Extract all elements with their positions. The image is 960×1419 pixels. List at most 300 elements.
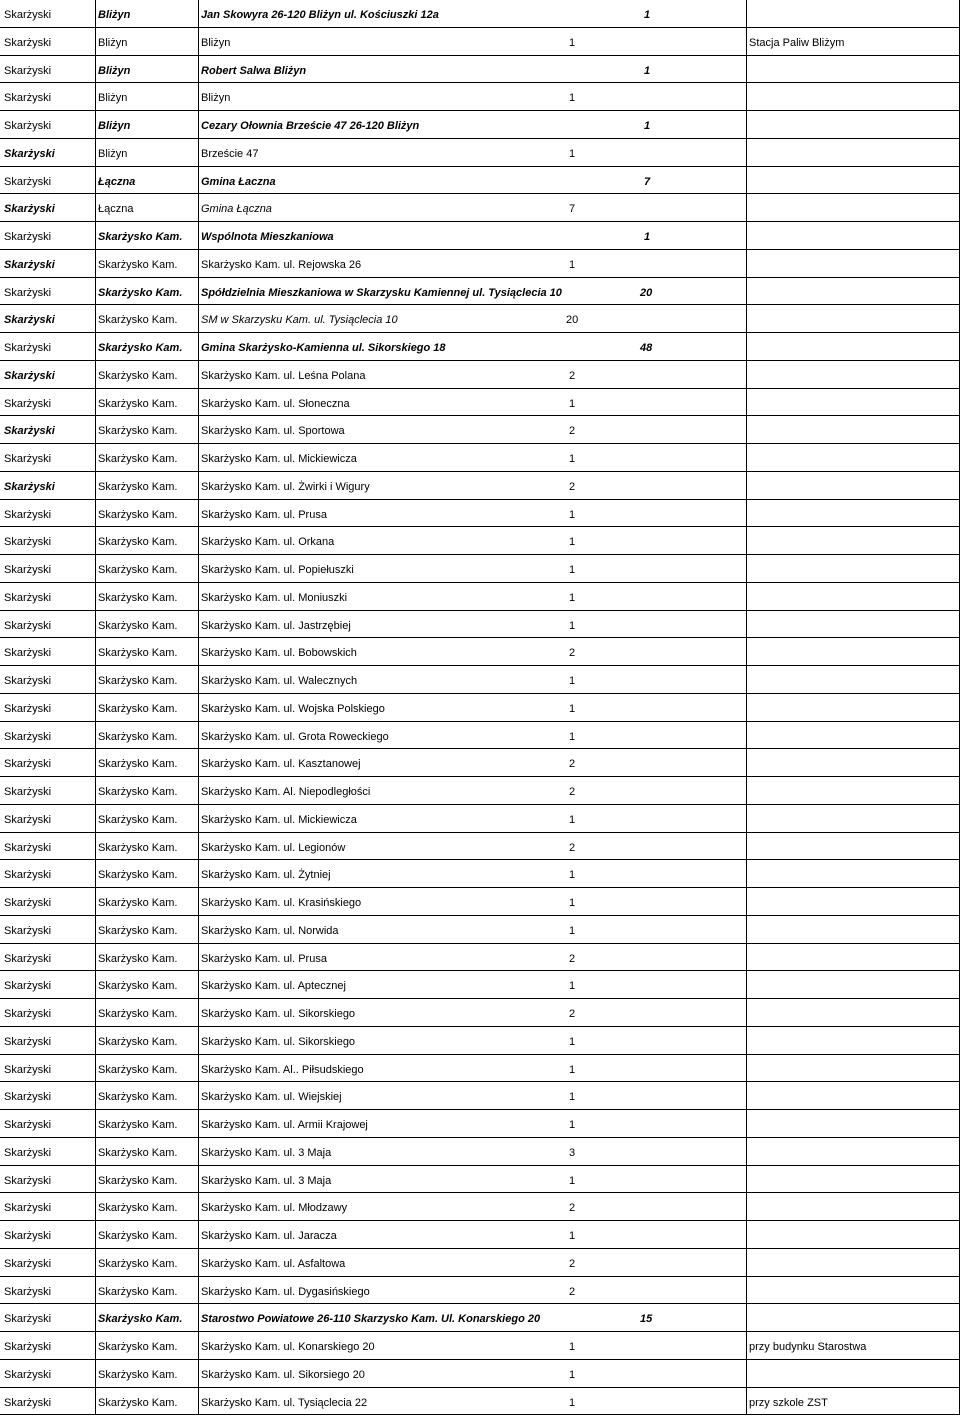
column-divider: [198, 416, 199, 443]
column-divider: [95, 777, 96, 804]
column-divider: [198, 1027, 199, 1054]
column-divider: [746, 694, 747, 721]
column-divider: [198, 722, 199, 749]
gmina-cell: Skarżysko Kam.: [98, 924, 178, 937]
column-divider: [198, 916, 199, 943]
column-divider: [95, 333, 96, 360]
gmina-cell: Skarżysko Kam.: [98, 869, 178, 882]
table-row: [0, 1166, 960, 1194]
gmina-cell: Skarżysko Kam.: [98, 258, 178, 271]
location-cell: Skarżysko Kam. ul. Norwida: [201, 924, 339, 937]
table-row: [0, 1110, 960, 1138]
location-cell: Skarżysko Kam. ul. Legionów: [201, 841, 346, 854]
location-cell: Skarżysko Kam. ul. Grota Roweckiego: [201, 730, 389, 743]
table-row: [0, 444, 960, 472]
column-divider: [95, 500, 96, 527]
gmina-cell: Skarżysko Kam.: [98, 647, 178, 660]
powiat-cell: Skarżyski: [4, 147, 55, 160]
powiat-cell: Skarżyski: [4, 647, 52, 660]
quantity-cell: 1: [569, 730, 576, 743]
column-divider: [746, 250, 747, 277]
column-divider: [198, 1166, 199, 1193]
gmina-cell: Skarżysko Kam.: [98, 425, 178, 438]
table-row: [0, 1360, 960, 1388]
column-divider: [746, 1055, 747, 1082]
location-cell: Skarżysko Kam. ul. Żwirki i Wigury: [201, 480, 370, 493]
gmina-cell: Łączna: [98, 203, 134, 216]
column-divider: [95, 416, 96, 443]
table-row: [0, 1388, 960, 1416]
table-row: [0, 1193, 960, 1221]
column-divider: [746, 167, 747, 194]
gmina-cell: Skarżysko Kam.: [98, 730, 178, 743]
column-divider: [198, 833, 199, 860]
column-divider: [95, 722, 96, 749]
column-divider: [95, 527, 96, 554]
column-divider: [198, 1388, 199, 1415]
location-cell: Skarżysko Kam. ul. Popiełuszki: [201, 564, 354, 576]
quantity-cell: 1: [569, 397, 576, 410]
gmina-cell: Skarżysko Kam.: [98, 1257, 178, 1270]
column-divider: [746, 722, 747, 749]
powiat-cell: Skarżyski: [4, 536, 52, 549]
quantity-cell: 1: [569, 508, 576, 521]
location-cell: Brzeście 47: [201, 147, 259, 160]
powiat-cell: Skarżyski: [4, 841, 52, 854]
column-divider: [198, 583, 199, 610]
column-divider: [95, 1277, 96, 1304]
table-row: [0, 500, 960, 528]
table-row: [0, 1027, 960, 1055]
gmina-cell: Skarżysko Kam.: [98, 1396, 178, 1409]
table-row: [0, 1055, 960, 1083]
quantity-cell: 2: [569, 1285, 576, 1298]
gmina-cell: Skarżysko Kam.: [98, 1146, 178, 1159]
quantity-cell: 7: [644, 175, 651, 188]
table-row: [0, 1138, 960, 1166]
column-divider: [746, 555, 747, 582]
column-divider: [198, 999, 199, 1026]
powiat-cell: Skarżyski: [4, 1063, 52, 1076]
location-cell: Skarżysko Kam. ul. Mickiewicza: [201, 453, 357, 465]
table-row: [0, 583, 960, 611]
powiat-cell: Skarżyski: [4, 1396, 52, 1409]
powiat-cell: Skarżyski: [4, 480, 55, 493]
location-cell: Skarżysko Kam. ul. Młodzawy: [201, 1202, 348, 1215]
column-divider: [198, 1138, 199, 1165]
powiat-cell: Skarżyski: [4, 1035, 52, 1048]
column-divider: [95, 444, 96, 471]
location-cell: Skarżysko Kam. ul. Aptecznej: [201, 980, 346, 993]
column-divider: [198, 111, 199, 138]
column-divider: [746, 416, 747, 443]
powiat-cell: Skarżyski: [4, 1230, 52, 1242]
column-divider: [95, 1082, 96, 1109]
column-divider: [198, 1277, 199, 1304]
column-divider: [95, 389, 96, 416]
column-divider: [746, 1249, 747, 1276]
column-divider: [198, 1110, 199, 1137]
notes-cell: przy szkole ZST: [749, 1396, 828, 1409]
location-cell: Skarżysko Kam. ul. Jaracza: [201, 1230, 337, 1242]
quantity-cell: 1: [569, 1396, 576, 1409]
column-divider: [746, 1360, 747, 1387]
table-row: [0, 888, 960, 916]
location-cell: Skarżysko Kam. ul. Tysiąclecia 22: [201, 1396, 368, 1409]
powiat-cell: Skarżyski: [4, 36, 52, 49]
table-row: [0, 1304, 960, 1332]
quantity-cell: 1: [569, 147, 576, 160]
column-divider: [95, 56, 96, 83]
gmina-cell: Bliżyn: [98, 92, 128, 105]
quantity-cell: 1: [569, 258, 576, 271]
powiat-cell: Skarżyski: [4, 92, 52, 105]
location-cell: Gmina Łaczna: [201, 175, 276, 188]
column-divider: [746, 666, 747, 693]
column-divider: [198, 28, 199, 55]
location-cell: Skarżysko Kam. ul. Sikorsiego 20: [201, 1368, 365, 1381]
column-divider: [746, 860, 747, 887]
location-cell: Skarżysko Kam. Al.. Piłsudskiego: [201, 1063, 364, 1076]
column-divider: [198, 1055, 199, 1082]
quantity-cell: 1: [569, 924, 576, 937]
powiat-cell: Skarżyski: [4, 120, 52, 132]
quantity-cell: 1: [569, 897, 576, 909]
table-row: [0, 1221, 960, 1249]
column-divider: [95, 749, 96, 776]
column-divider: [95, 694, 96, 721]
column-divider: [746, 527, 747, 554]
gmina-cell: Skarżysko Kam.: [98, 758, 178, 771]
quantity-cell: 2: [569, 786, 576, 798]
location-cell: Cezary Ołownia Brzeście 47 26-120 Bliżyn: [201, 120, 420, 132]
powiat-cell: Skarżyski: [4, 591, 52, 604]
gmina-cell: Skarżysko Kam.: [98, 564, 178, 576]
column-divider: [746, 500, 747, 527]
gmina-cell: Bliżyn: [98, 120, 131, 132]
powiat-cell: Skarżyski: [4, 786, 52, 798]
column-divider: [198, 860, 199, 887]
table-row: [0, 83, 960, 111]
gmina-cell: Skarżysko Kam.: [98, 1091, 178, 1104]
column-divider: [198, 1193, 199, 1220]
quantity-cell: 1: [569, 813, 576, 826]
column-divider: [746, 1277, 747, 1304]
powiat-cell: Skarżyski: [4, 758, 52, 771]
location-cell: Skarżysko Kam. ul. Sportowa: [201, 425, 345, 438]
table-row: [0, 361, 960, 389]
column-divider: [198, 83, 199, 110]
notes-cell: przy budynku Starostwa: [749, 1341, 867, 1353]
column-divider: [746, 971, 747, 998]
column-divider: [95, 1193, 96, 1220]
location-cell: Skarżysko Kam. ul. Wiejskiej: [201, 1091, 342, 1104]
quantity-cell: 1: [569, 453, 576, 465]
location-cell: Skarżysko Kam. ul. Orkana: [201, 536, 335, 549]
powiat-cell: Skarżyski: [4, 897, 52, 909]
column-divider: [746, 278, 747, 305]
column-divider: [198, 389, 199, 416]
powiat-cell: Skarżyski: [4, 425, 55, 438]
table-row: [0, 555, 960, 583]
table-row: [0, 1249, 960, 1277]
location-cell: Skarżysko Kam. ul. Jastrzębiej: [201, 619, 351, 632]
quantity-cell: 1: [569, 564, 576, 576]
column-divider: [746, 1027, 747, 1054]
column-divider: [95, 278, 96, 305]
quantity-cell: 20: [566, 314, 579, 327]
quantity-cell: 1: [569, 1230, 576, 1242]
powiat-cell: Skarżyski: [4, 314, 55, 327]
location-cell: Skarżysko Kam. ul. 3 Maja: [201, 1146, 332, 1159]
table-row: [0, 971, 960, 999]
quantity-cell: 1: [569, 869, 576, 882]
gmina-cell: Skarżysko Kam.: [98, 536, 178, 549]
column-divider: [95, 305, 96, 332]
quantity-cell: 1: [569, 591, 576, 604]
gmina-cell: Skarżysko Kam.: [98, 397, 178, 410]
column-divider: [198, 139, 199, 166]
location-cell: Gmina Łączna: [201, 203, 272, 216]
column-divider: [746, 194, 747, 221]
quantity-cell: 1: [569, 92, 576, 105]
gmina-cell: Skarżysko Kam.: [98, 1202, 178, 1215]
location-cell: SM w Skarzysku Kam. ul. Tysiąclecia 10: [201, 314, 398, 327]
column-divider: [746, 222, 747, 249]
column-divider: [746, 611, 747, 638]
column-divider: [95, 1166, 96, 1193]
column-divider: [198, 888, 199, 915]
column-divider: [198, 611, 199, 638]
powiat-cell: Skarżyski: [4, 1368, 52, 1381]
column-divider: [198, 333, 199, 360]
gmina-cell: Bliżyn: [98, 9, 131, 21]
location-cell: Skarżysko Kam. ul. Krasińskiego: [201, 897, 362, 909]
column-divider: [746, 1110, 747, 1137]
column-divider: [746, 305, 747, 332]
column-divider: [95, 1388, 96, 1415]
gmina-cell: Skarżysko Kam.: [98, 980, 178, 993]
column-divider: [95, 1138, 96, 1165]
column-divider: [746, 56, 747, 83]
table-row: [0, 333, 960, 361]
column-divider: [746, 139, 747, 166]
powiat-cell: Skarżyski: [4, 286, 52, 299]
column-divider: [95, 250, 96, 277]
column-divider: [95, 28, 96, 55]
location-cell: Skarżysko Kam. ul. Rejowska 26: [201, 258, 362, 271]
table-row: [0, 722, 960, 750]
column-divider: [95, 1221, 96, 1248]
column-divider: [198, 694, 199, 721]
column-divider: [746, 1304, 747, 1331]
column-divider: [95, 638, 96, 665]
gmina-cell: Bliżyn: [98, 147, 128, 160]
quantity-cell: 1: [569, 1341, 576, 1353]
powiat-cell: Skarżyski: [4, 508, 52, 521]
column-divider: [746, 638, 747, 665]
quantity-cell: 2: [569, 1008, 576, 1020]
column-divider: [95, 1332, 96, 1359]
column-divider: [746, 444, 747, 471]
gmina-cell: Skarżysko Kam.: [98, 1119, 178, 1131]
column-divider: [746, 333, 747, 360]
column-divider: [746, 805, 747, 832]
column-divider: [198, 777, 199, 804]
table-row: [0, 916, 960, 944]
table-row: [0, 139, 960, 167]
gmina-cell: Bliżyn: [98, 64, 131, 77]
table-row: [0, 28, 960, 56]
gmina-cell: Skarżysko Kam.: [98, 1230, 178, 1242]
column-divider: [198, 527, 199, 554]
location-cell: Skarżysko Kam. ul. Prusa: [201, 952, 327, 965]
table-row: [0, 250, 960, 278]
column-divider: [198, 444, 199, 471]
column-divider: [198, 971, 199, 998]
gmina-cell: Skarżysko Kam.: [98, 314, 178, 327]
powiat-cell: Skarżyski: [4, 258, 55, 271]
gmina-cell: Skarżysko Kam.: [98, 675, 178, 687]
location-cell: Skarżysko Kam. ul. Prusa: [201, 508, 327, 521]
gmina-cell: Skarżysko Kam.: [98, 591, 178, 604]
quantity-cell: 1: [569, 1035, 576, 1048]
column-divider: [95, 111, 96, 138]
column-divider: [95, 167, 96, 194]
column-divider: [746, 1221, 747, 1248]
table-row: [0, 638, 960, 666]
location-cell: Bliżyn: [201, 36, 231, 49]
quantity-cell: 1: [644, 231, 651, 243]
powiat-cell: Skarżyski: [4, 203, 55, 216]
location-cell: Skarżysko Kam. ul. Asfaltowa: [201, 1257, 346, 1270]
quantity-cell: 2: [569, 480, 576, 493]
column-divider: [95, 361, 96, 388]
column-divider: [198, 278, 199, 305]
column-divider: [95, 222, 96, 249]
column-divider: [198, 167, 199, 194]
gmina-cell: Skarżysko Kam.: [98, 231, 183, 243]
quantity-cell: 15: [640, 1313, 653, 1326]
gmina-cell: Skarżysko Kam.: [98, 841, 178, 854]
table-row: [0, 1082, 960, 1110]
column-divider: [198, 222, 199, 249]
powiat-cell: Skarżyski: [4, 730, 52, 743]
powiat-cell: Skarżyski: [4, 1119, 52, 1131]
powiat-cell: Skarżyski: [4, 9, 52, 21]
quantity-cell: 1: [569, 1063, 576, 1076]
table-row: [0, 805, 960, 833]
powiat-cell: Skarżyski: [4, 1202, 52, 1215]
gmina-cell: Skarżysko Kam.: [98, 952, 178, 965]
column-divider: [746, 583, 747, 610]
column-divider: [746, 389, 747, 416]
location-cell: Skarżysko Kam. ul. Słoneczna: [201, 397, 350, 410]
powiat-cell: Skarżyski: [4, 869, 52, 882]
table-row: [0, 416, 960, 444]
gmina-cell: Skarżysko Kam.: [98, 1285, 178, 1298]
quantity-cell: 1: [569, 702, 576, 715]
location-cell: Robert Salwa Bliżyn: [201, 64, 307, 77]
table-row: [0, 305, 960, 333]
column-divider: [95, 611, 96, 638]
column-divider: [198, 1304, 199, 1331]
gmina-cell: Łączna: [98, 175, 136, 188]
column-divider: [95, 1304, 96, 1331]
gmina-cell: Skarżysko Kam.: [98, 786, 178, 798]
column-divider: [746, 1082, 747, 1109]
location-cell: Skarżysko Kam. ul. Mickiewicza: [201, 813, 357, 826]
location-cell: Skarżysko Kam. ul. Bobowskich: [201, 647, 357, 660]
column-divider: [746, 28, 747, 55]
column-divider: [198, 749, 199, 776]
column-divider: [198, 0, 199, 27]
quantity-cell: 1: [569, 1368, 576, 1381]
quantity-cell: 7: [569, 203, 576, 216]
table-row: [0, 472, 960, 500]
column-divider: [198, 1332, 199, 1359]
column-divider: [746, 916, 747, 943]
column-divider: [198, 1082, 199, 1109]
powiat-cell: Skarżyski: [4, 1257, 52, 1270]
column-divider: [95, 916, 96, 943]
powiat-cell: Skarżyski: [4, 675, 52, 687]
column-divider: [95, 666, 96, 693]
table-row: [0, 666, 960, 694]
quantity-cell: 1: [569, 619, 576, 632]
gmina-cell: Skarżysko Kam.: [98, 619, 178, 632]
powiat-cell: Skarżyski: [4, 1091, 52, 1104]
column-divider: [95, 999, 96, 1026]
gmina-cell: Bliżyn: [98, 36, 128, 49]
table-row: [0, 194, 960, 222]
column-divider: [95, 472, 96, 499]
column-divider: [95, 944, 96, 971]
location-cell: Skarżysko Kam. ul. Armii Krajowej: [201, 1119, 368, 1131]
quantity-cell: 1: [644, 64, 651, 77]
quantity-cell: 1: [569, 36, 576, 49]
powiat-cell: Skarżyski: [4, 813, 52, 826]
powiat-cell: Skarżyski: [4, 619, 52, 632]
powiat-cell: Skarżyski: [4, 453, 52, 465]
column-divider: [198, 1221, 199, 1248]
table-row: [0, 694, 960, 722]
column-divider: [95, 0, 96, 27]
quantity-cell: 2: [569, 425, 576, 438]
column-divider: [198, 500, 199, 527]
location-cell: Skarżysko Kam. ul. Wojska Polskiego: [201, 702, 385, 715]
powiat-cell: Skarżyski: [4, 342, 52, 354]
quantity-cell: 1: [644, 120, 651, 132]
location-cell: Skarżysko Kam. ul. Żytniej: [201, 869, 331, 882]
column-divider: [746, 944, 747, 971]
gmina-cell: Skarżysko Kam.: [98, 1008, 178, 1020]
powiat-cell: Skarżyski: [4, 702, 52, 715]
location-cell: Skarżysko Kam. ul. Moniuszki: [201, 591, 348, 604]
column-divider: [746, 1193, 747, 1220]
location-cell: Starostwo Powiatowe 26-110 Skarzysko Kam. Ul. Konarskiego 20: [201, 1313, 541, 1326]
gmina-cell: Skarżysko Kam.: [98, 1368, 178, 1381]
quantity-cell: 20: [640, 286, 653, 299]
table-row: [0, 389, 960, 417]
powiat-cell: Skarżyski: [4, 1146, 52, 1159]
column-divider: [198, 56, 199, 83]
table-row: [0, 0, 960, 28]
powiat-cell: Skarżyski: [4, 231, 52, 243]
powiat-cell: Skarżyski: [4, 980, 52, 993]
column-divider: [746, 1388, 747, 1415]
column-divider: [198, 1249, 199, 1276]
